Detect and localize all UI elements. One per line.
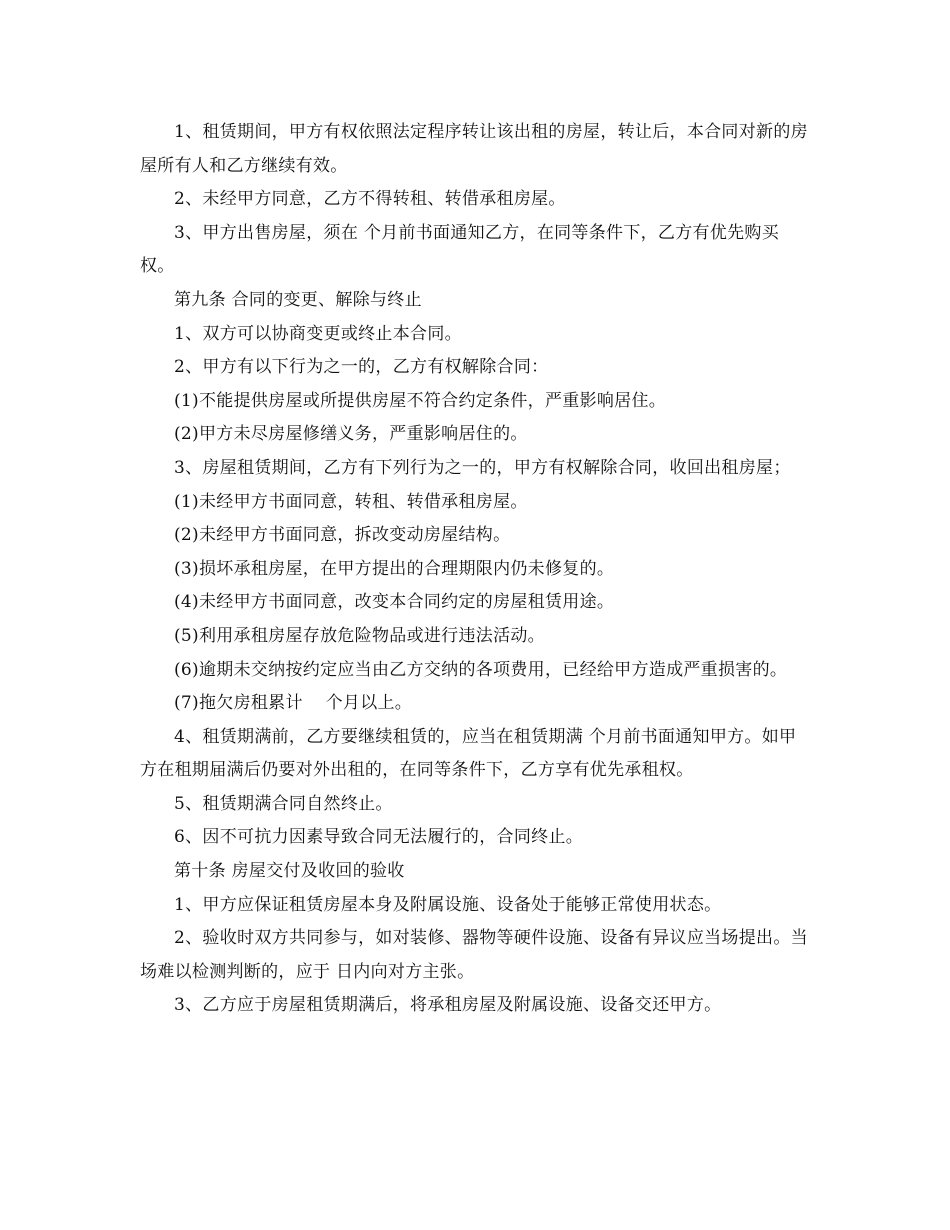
paragraph-force-majeure: 6、因不可抗力因素导致合同无法履行的，合同终止。 <box>174 827 584 848</box>
paragraph-no-sublet: 2、未经甲方同意，乙方不得转租、转借承租房屋。 <box>174 189 566 210</box>
list-item: (4)未经甲方书面同意，改变本合同约定的房屋租赁用途。 <box>174 592 615 613</box>
paragraph-transfer-rights: 1、租赁期间，甲方有权依照法定程序转让该出租的房屋，转让后，本合同对新的房屋所有人和乙方继续有效。 <box>140 122 808 176</box>
paragraph-joint-inspection: 2、验收时双方共同参与，如对装修、器物等硬件设施、设备有异议应当场提出。当场难以检测判断的，应于 日内向对方主张。 <box>140 928 808 982</box>
list-item: (1)不能提供房屋或所提供房屋不符合约定条件，严重影响居住。 <box>174 390 667 411</box>
list-item: (2)未经甲方书面同意，拆改变动房屋结构。 <box>174 525 511 546</box>
paragraph-sale-notice: 3、甲方出售房屋，须在 个月前书面通知乙方，在同等条件下，乙方有优先购买权。 <box>140 222 780 277</box>
list-item: (7)拖欠房租累计 个月以上。 <box>174 693 413 714</box>
list-item: (3)损坏承租房屋，在甲方提出的合理期限内仍未修复的。 <box>174 558 615 579</box>
article-10-heading: 第十条 房屋交付及收回的验收 <box>174 861 405 882</box>
list-item: (1)未经甲方书面同意，转租、转借承租房屋。 <box>174 491 528 512</box>
article-9-heading: 第九条 合同的变更、解除与终止 <box>174 289 422 310</box>
list-item: (5)利用承租房屋存放危险物品或进行违法活动。 <box>174 625 545 646</box>
paragraph-mutual-change: 1、双方可以协商变更或终止本合同。 <box>174 323 462 344</box>
paragraph-lessee-termination: 2、甲方有以下行为之一的，乙方有权解除合同： <box>174 357 549 378</box>
paragraph-facility-condition: 1、甲方应保证租赁房屋本身及附属设施、设备处于能够正常使用状态。 <box>174 894 722 915</box>
paragraph-renewal-notice: 4、租赁期满前，乙方要继续租赁的，应当在租赁期满 个月前书面通知甲方。如甲方在租期届满后仍要对外出租的，在同等条件下，乙方享有优先承租权。 <box>140 726 797 781</box>
paragraph-lessor-termination: 3、房屋租赁期间，乙方有下列行为之一的，甲方有权解除合同，收回出租房屋； <box>174 457 791 478</box>
list-item: (6)逾期未交纳按约定应当由乙方交纳的各项费用，已经给甲方造成严重损害的。 <box>174 659 788 680</box>
list-item: (2)甲方未尽房屋修缮义务，严重影响居住的。 <box>174 424 528 445</box>
document-body <box>140 116 812 1023</box>
paragraph-natural-end: 5、租赁期满合同自然终止。 <box>174 793 393 814</box>
paragraph-return-property: 3、乙方应于房屋租赁期满后，将承租房屋及附属设施、设备交还甲方。 <box>174 995 722 1016</box>
